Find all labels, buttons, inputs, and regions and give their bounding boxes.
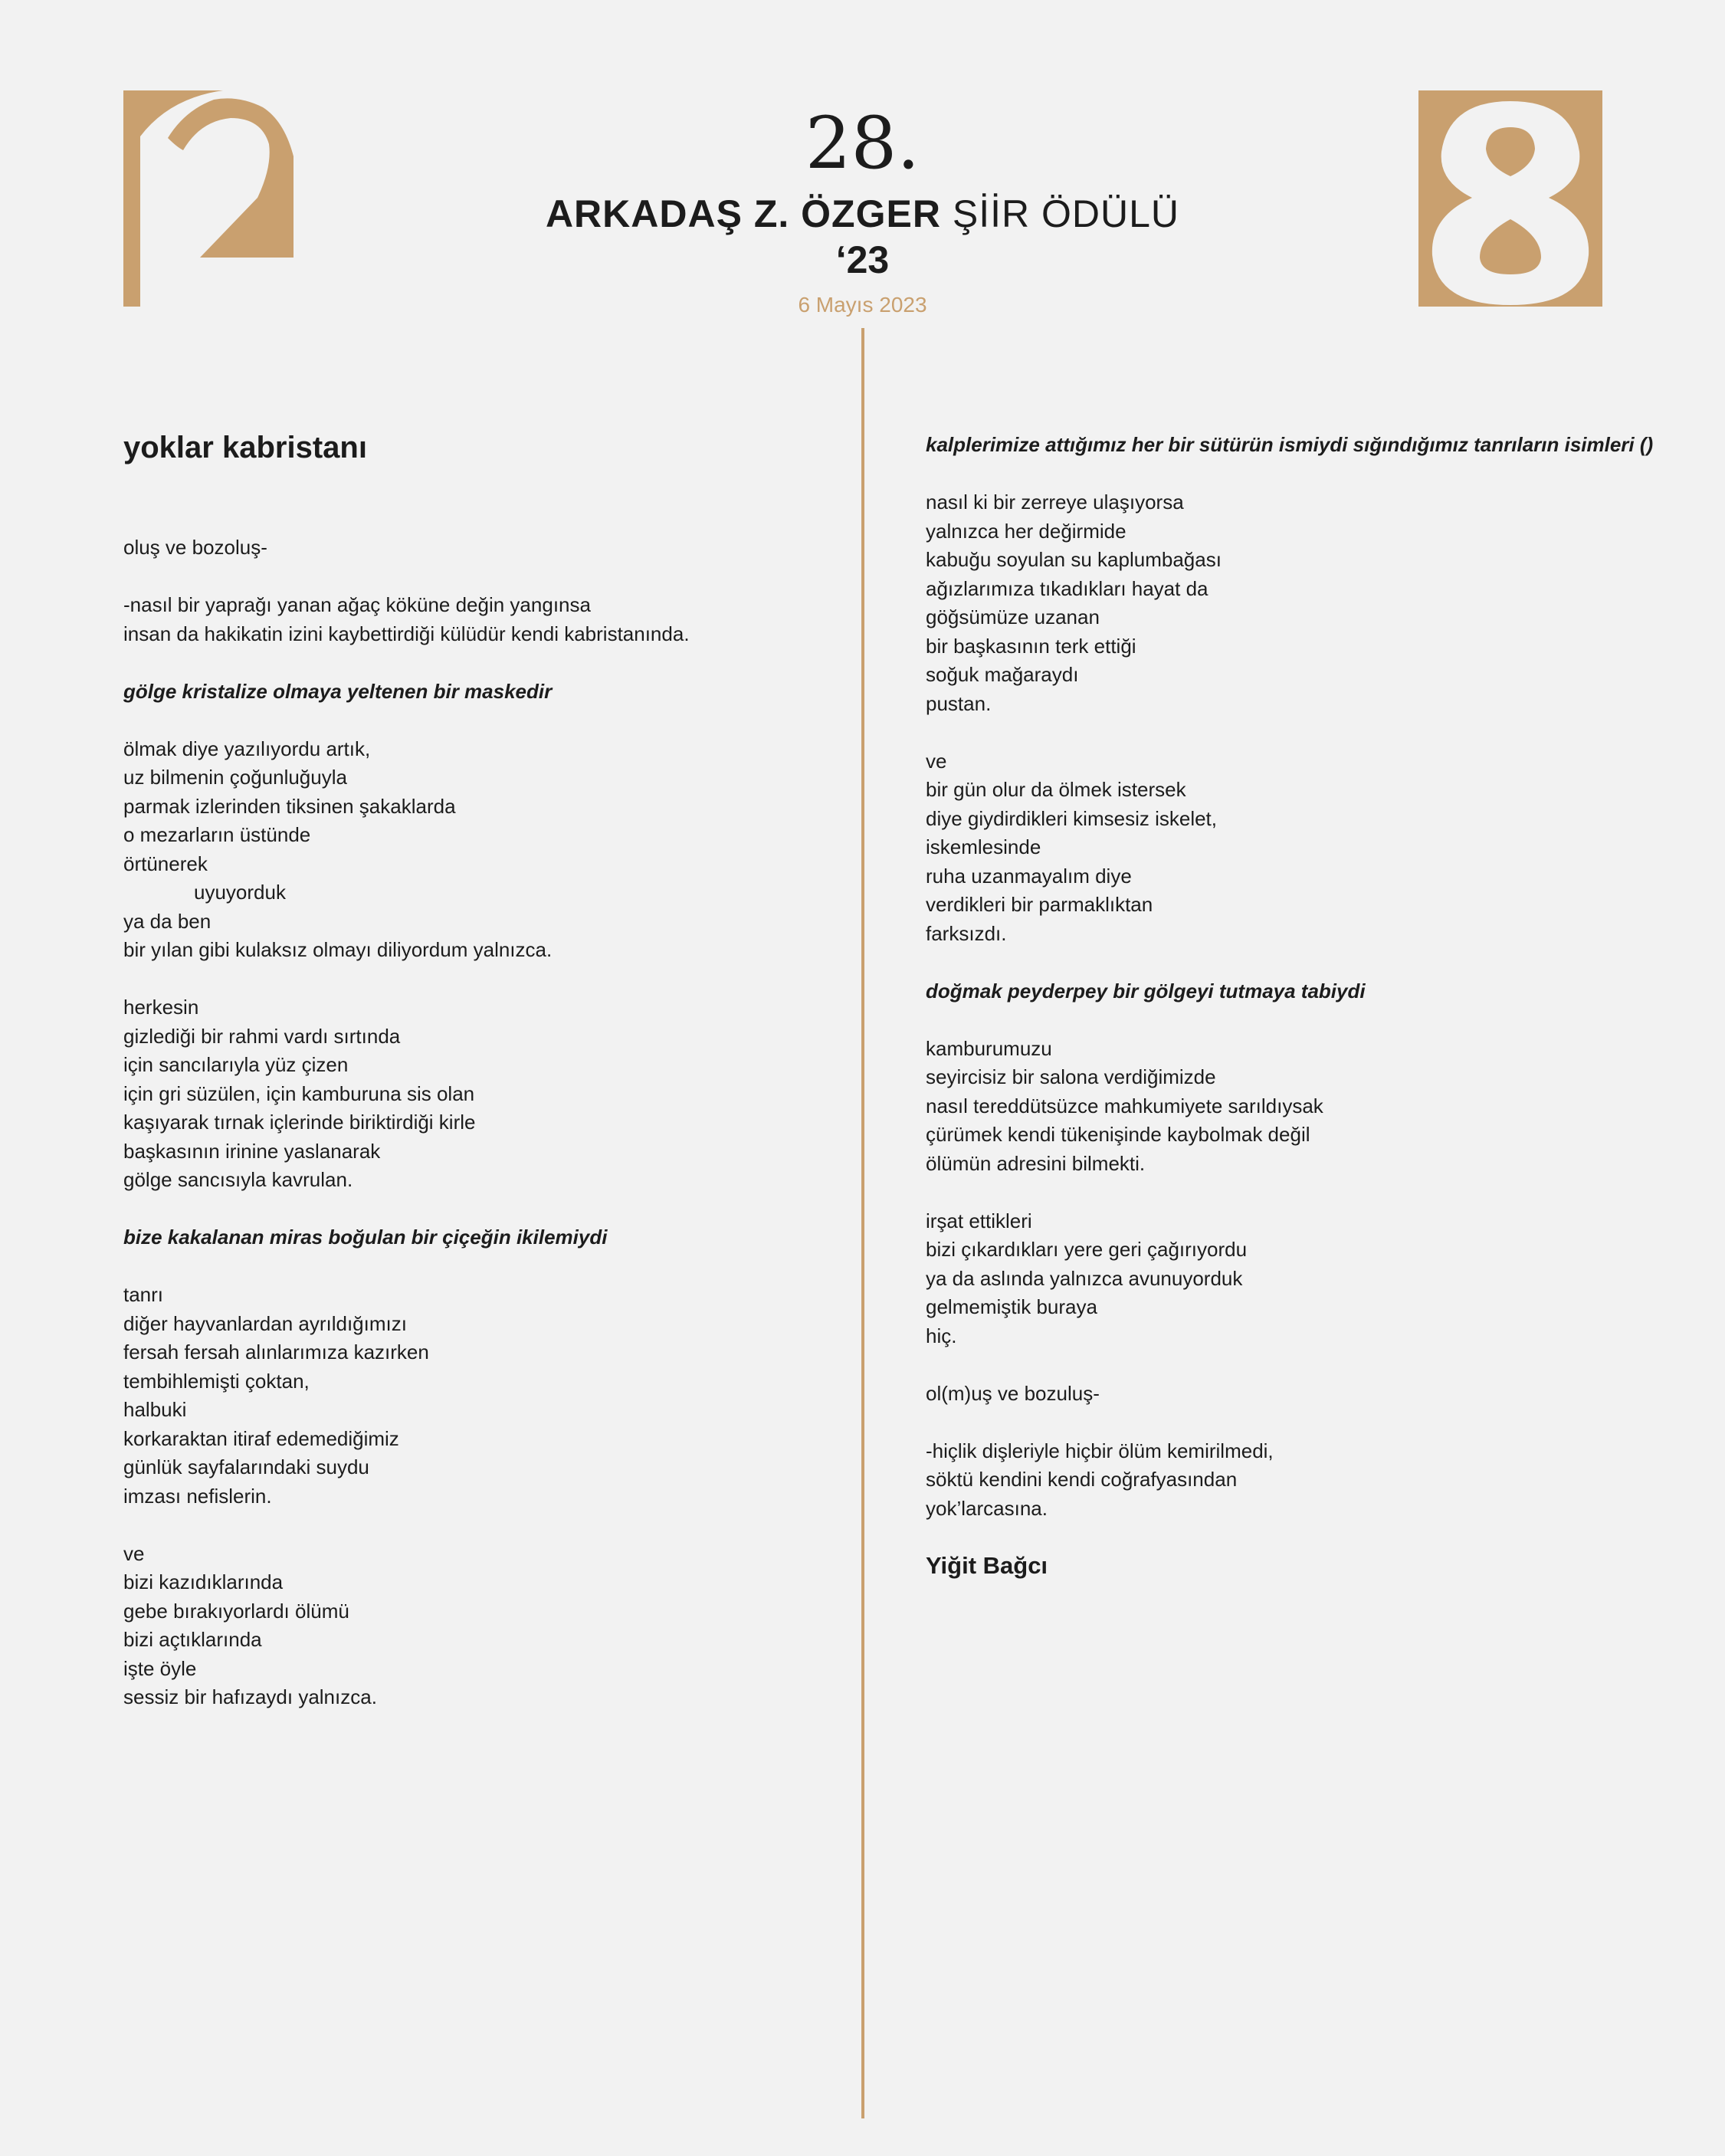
award-title-bold: ARKADAŞ Z. ÖZGER xyxy=(545,192,941,235)
award-title xyxy=(0,190,1725,238)
epigraph-line: bize kakalanan miras boğulan bir çiçeğin ikilemiydi xyxy=(123,1226,608,1249)
column-divider xyxy=(861,328,864,2118)
poem-line: ölmak diye yazılıyordu artık, xyxy=(123,737,371,760)
poem-line: ol(m)uş ve bozuluş- xyxy=(926,1381,1100,1405)
poem-line: işte öyle xyxy=(123,1656,197,1680)
poem-line: örtünerek xyxy=(123,852,208,875)
award-year: ‘23 xyxy=(835,238,890,281)
poem-line: ve xyxy=(926,749,947,773)
poem-line: insan da hakikatin izini kaybettirdiği külüdür kendi kabristanında. xyxy=(123,622,690,645)
poem-line: kamburumuzu xyxy=(926,1036,1052,1060)
poem-line: için gri süzülen, için kamburuna sis olan xyxy=(123,1081,475,1105)
stanza xyxy=(123,591,813,648)
stanza xyxy=(926,1437,1692,1524)
poem-line: gölge sancısıyla kavrulan. xyxy=(123,1168,353,1191)
poem-line: gebe bırakıyorlardı ölümü xyxy=(123,1599,349,1623)
poem-line: söktü kendini kendi coğrafyasından xyxy=(926,1468,1238,1491)
poem-line: göğsümüze uzanan xyxy=(926,605,1100,628)
left-stanzas xyxy=(123,533,813,1712)
poem-line: bir yılan gibi kulaksız olmayı diliyordum yalnızca. xyxy=(123,938,553,961)
stanza xyxy=(926,1035,1692,1179)
poem-line: -hiçlik dişleriyle hiçbir ölüm kemirilmedi, xyxy=(926,1439,1274,1462)
stanza xyxy=(926,431,1692,460)
poem-line: pustan. xyxy=(926,691,992,715)
poem-line: diye giydirdikleri kimsesiz iskelet, xyxy=(926,806,1217,830)
poem-line: tanrı xyxy=(123,1283,164,1306)
poem-left-column xyxy=(123,429,813,1741)
poem-line: gizlediği bir rahmi vardı sırtında xyxy=(123,1024,401,1048)
poem-line: gelmemiştik buraya xyxy=(926,1295,1097,1318)
poem-line: oluş ve bozoluş- xyxy=(123,536,267,559)
poem-line: korkaraktan itiraf edemediğimiz xyxy=(123,1426,399,1450)
poem-line: diğer hayvanlardan ayrıldığımızı xyxy=(123,1311,407,1335)
poem-line: bizi çıkardıkları yere geri çağırıyordu xyxy=(926,1238,1248,1261)
stanza xyxy=(926,488,1692,718)
poem-line: ruha uzanmayalım diye xyxy=(926,864,1132,888)
stanza xyxy=(123,993,813,1195)
poem-line: tembihlemişti çoktan, xyxy=(123,1369,310,1393)
stanza xyxy=(926,1380,1692,1409)
poem-line: ya da ben xyxy=(123,909,212,933)
poem-line: imzası nefislerin. xyxy=(123,1484,272,1508)
poem-line: fersah fersah alınlarımıza kazırken xyxy=(123,1341,429,1363)
poem-line: çürümek kendi tükenişinde kaybolmak değil xyxy=(926,1123,1310,1146)
stanza xyxy=(123,533,813,563)
poem-title: yoklar kabristanı xyxy=(123,431,367,464)
award-date: 6 Mayıs 2023 xyxy=(798,293,927,317)
poem-line: iskemlesinde xyxy=(926,835,1041,858)
right-stanzas xyxy=(926,431,1692,1523)
poem-line: irşat ettikleri xyxy=(926,1209,1032,1232)
poem-line: soğuk mağaraydı xyxy=(926,663,1079,686)
poem-line: yok’larcasına. xyxy=(926,1496,1048,1520)
epigraph-line: kalplerimize attığımız her bir sütürün ismiydi sığındığımız tanrıların isimleri () xyxy=(926,433,1654,456)
poem-line: kaşıyarak tırnak içlerinde biriktirdiği kirle xyxy=(123,1111,476,1134)
poem-line: ağızlarımıza tıkadıkları hayat da xyxy=(926,576,1208,600)
poem-line: ölümün adresini bilmekti. xyxy=(926,1151,1146,1175)
poem-line: bir başkasının terk ettiği xyxy=(926,634,1136,658)
poem-line: hiç. xyxy=(926,1324,957,1347)
poem-line: parmak izlerinden tiksinen şakaklarda xyxy=(123,794,456,818)
poem-author: Yiğit Bağcı xyxy=(926,1551,1048,1579)
poem-line: yalnızca her değirmide xyxy=(926,519,1126,543)
poem-line: verdikleri bir parmaklıktan xyxy=(926,893,1153,916)
edition-number: 28. xyxy=(805,102,920,185)
stanza xyxy=(123,735,813,965)
stanza xyxy=(123,678,813,707)
poem-line: için sancılarıyla yüz çizen xyxy=(123,1053,349,1076)
poem-line: ya da aslında yalnızca avunuyorduk xyxy=(926,1266,1243,1290)
poem-line: -nasıl bir yaprağı yanan ağaç köküne değin yangınsa xyxy=(123,593,591,616)
stanza xyxy=(926,977,1692,1006)
award-title-light: ŞİİR ÖDÜLÜ xyxy=(952,192,1180,235)
poem-line: halbuki xyxy=(123,1398,187,1421)
stanza xyxy=(926,1207,1692,1351)
poem-line: başkasının irinine yaslanarak xyxy=(123,1139,381,1163)
epigraph-line: gölge kristalize olmaya yeltenen bir maskedir xyxy=(123,679,553,703)
poem-right-column xyxy=(926,431,1692,1581)
poem-line: bizi kazıdıklarında xyxy=(123,1570,284,1593)
stanza xyxy=(123,1281,813,1511)
poem-line: bizi açtıklarında xyxy=(123,1628,262,1651)
poem-line: uyuyorduk xyxy=(194,881,286,904)
poem-line: kabuğu soyulan su kaplumbağası xyxy=(926,548,1222,571)
poem-line: nasıl tereddütsüzce mahkumiyete sarıldıysak xyxy=(926,1094,1323,1117)
poem-line: seyircisiz bir salona verdiğimizde xyxy=(926,1065,1216,1088)
poem-line: herkesin xyxy=(123,996,199,1019)
poem-line: nasıl ki bir zerreye ulaşıyorsa xyxy=(926,491,1184,514)
epigraph-line: doğmak peyderpey bir gölgeyi tutmaya tabiydi xyxy=(926,979,1366,1003)
poem-line: günlük sayfalarındaki suydu xyxy=(123,1455,369,1478)
poem-line: bir gün olur da ölmek istersek xyxy=(926,778,1186,801)
stanza xyxy=(123,1223,813,1252)
poem-line: sessiz bir hafızaydı yalnızca. xyxy=(123,1685,377,1708)
stanza xyxy=(123,1540,813,1712)
poem-line: o mezarların üstünde xyxy=(123,823,311,846)
poem-line: farksızdı. xyxy=(926,921,1007,945)
stanza xyxy=(926,747,1692,949)
poem-line: uz bilmenin çoğunluğuyla xyxy=(123,766,347,789)
poem-line: ve xyxy=(123,1541,145,1565)
